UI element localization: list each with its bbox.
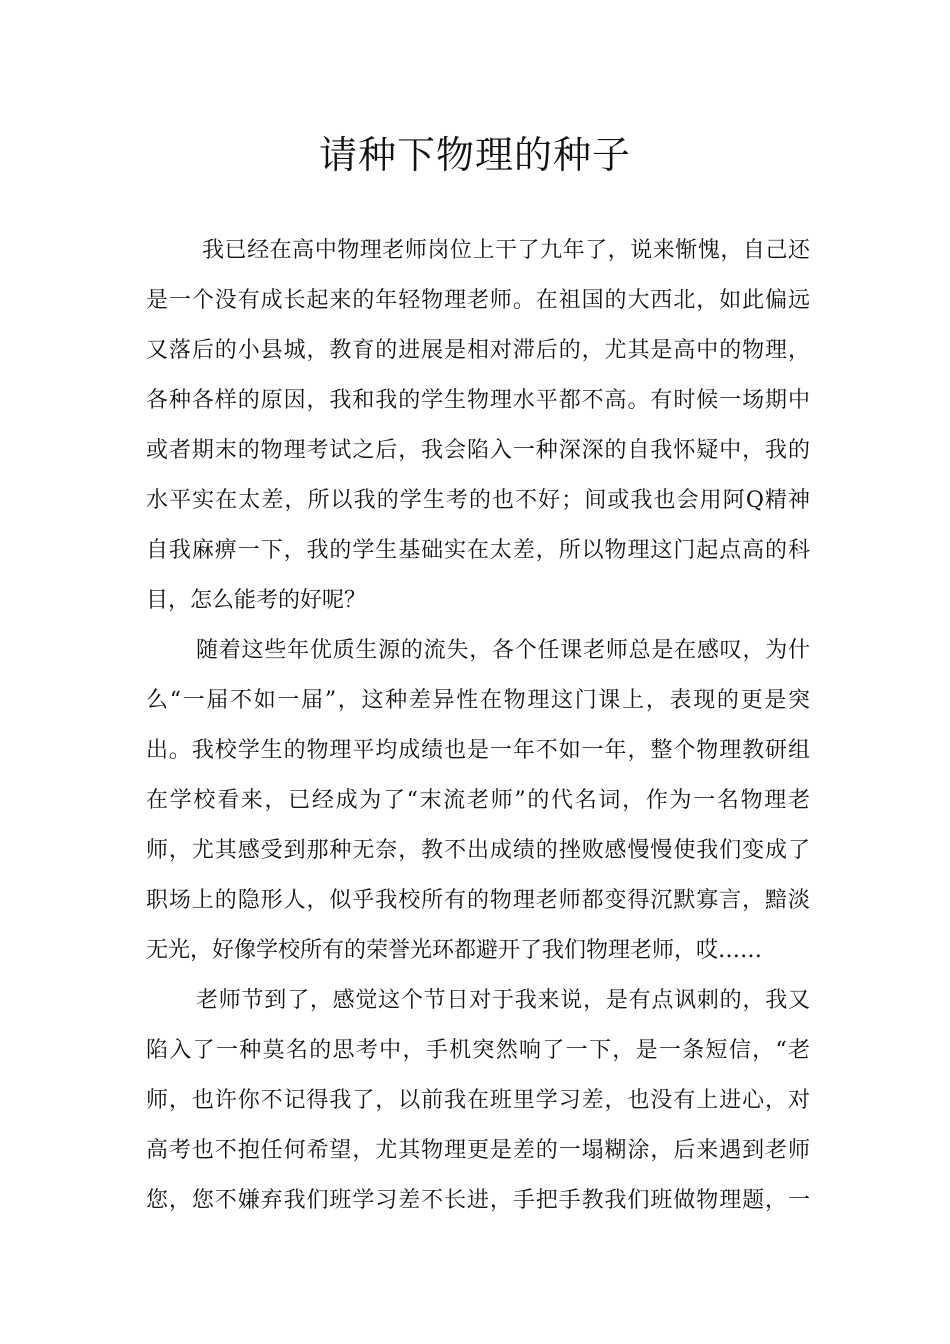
paragraph-1 (146, 226, 810, 626)
paragraph-line: 陷入了一种莫名的思考中，手机突然响了一下，是一条短信，“老 (146, 1038, 810, 1063)
paragraph-line: 我已经在高中物理老师岗位上干了九年了，说来惭愧，自己还 (202, 238, 810, 263)
paragraph-3 (146, 976, 810, 1226)
document-title: 请种下物理的种子 (318, 133, 631, 177)
paragraph-line: 职场上的隐形人，似乎我校所有的物理老师都变得沉默寡言，黯淡 (146, 888, 810, 913)
paragraph-2 (146, 626, 810, 976)
paragraph-line: 各种各样的原因，我和我的学生物理水平都不高。有时候一场期中 (146, 388, 810, 413)
paragraph-line: 么“一届不如一届”，这种差异性在物理这门课上，表现的更是突 (146, 688, 810, 713)
paragraph-line: 是一个没有成长起来的年轻物理老师。在祖国的大西北，如此偏远 (146, 288, 810, 313)
paragraph-line: 高考也不抱任何希望，尤其物理更是差的一塌糊涂，后来遇到老师 (146, 1138, 810, 1163)
paragraph-line: 又落后的小县城，教育的进展是相对滞后的，尤其是高中的物理， (146, 338, 810, 363)
paragraph-line: 或者期末的物理考试之后，我会陷入一种深深的自我怀疑中，我的 (146, 438, 810, 463)
document-body (146, 226, 810, 1226)
paragraph-line: 您，您不嫌弃我们班学习差不长进，手把手教我们班做物理题，一 (146, 1188, 810, 1213)
paragraph-line: 目，怎么能考的好呢？ (146, 588, 367, 613)
paragraph-line: 随着这些年优质生源的流失，各个任课老师总是在感叹，为什 (196, 638, 810, 663)
paragraph-line: 师，也许你不记得我了，以前我在班里学习差，也没有上进心，对 (146, 1088, 810, 1113)
paragraph-line: 自我麻痹一下，我的学生基础实在太差，所以物理这门起点高的科 (146, 538, 810, 563)
paragraph-line: 出。我校学生的物理平均成绩也是一年不如一年，整个物理教研组 (146, 738, 810, 763)
paragraph-line: 水平实在太差，所以我的学生考的也不好；间或我也会用阿Q精神 (146, 488, 810, 513)
paragraph-line: 无光，好像学校所有的荣誉光环都避开了我们物理老师，哎…… (146, 938, 763, 963)
paragraph-line: 老师节到了，感觉这个节日对于我来说，是有点讽刺的，我又 (196, 988, 810, 1013)
paragraph-line: 在学校看来，已经成为了“末流老师”的代名词，作为一名物理老 (146, 788, 810, 813)
paragraph-line: 师，尤其感受到那种无奈，教不出成绩的挫败感慢慢使我们变成了 (146, 838, 810, 863)
